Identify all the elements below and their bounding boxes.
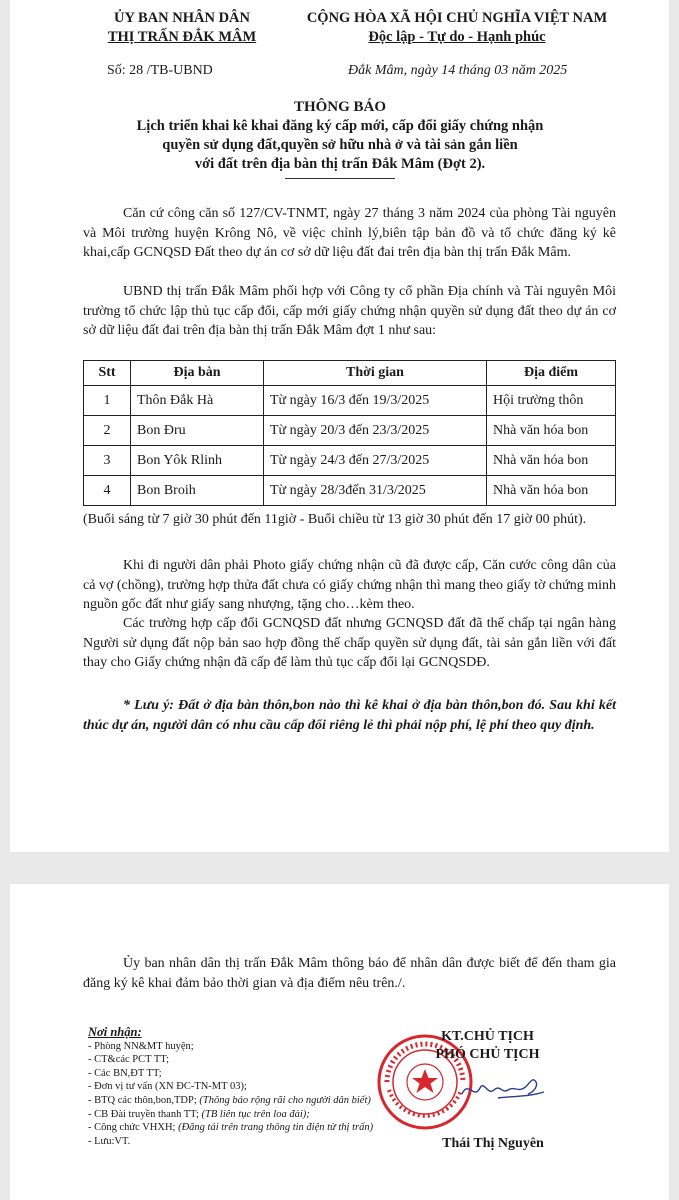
handwritten-signature-icon — [458, 1070, 548, 1106]
schedule-table — [83, 360, 616, 506]
row-venue: Hội trường thôn — [487, 386, 616, 416]
nation-motto: Độc lập - Tự do - Hạnh phúc — [368, 29, 546, 45]
row-time: Từ ngày 16/3 đến 19/3/2025 — [264, 386, 487, 416]
row-time: Từ ngày 28/3đến 31/3/2025 — [264, 476, 487, 506]
paragraph-documents: Khi đi người dân phải Photo giấy chứng nhận cũ đã được cấp, Căn cước công dân của cả vợ (chồng), trường hợp thửa đất chưa có giấy chứng nhận thì mang theo giấy tờ chứng minh nguồn gốc đất như giấy sang nhượng, tặng cho…kèm theo. — [83, 558, 616, 613]
nation-name: CỘNG HÒA XÃ HỘI CHỦ NGHĨA VIỆT NAM — [306, 10, 608, 26]
recipient-note: (Đăng tải trên trang thông tin điện tử thị trấn) — [178, 1122, 374, 1134]
header-stt: Stt — [84, 361, 131, 386]
table-row — [84, 416, 616, 446]
paragraph-coordination: UBND thị trấn Đắk Mâm phối hợp với Công ty cổ phần Địa chính và Tài nguyên Môi trường tổ chức lập thủ tục cấp đổi, cấp mới giấy chứng nhận quyền sử dụng đất theo dự án cơ sở dữ liệu đất đai trên địa bàn thị trấn Đắk Mâm đợt 1 như sau: — [83, 284, 616, 339]
row-time: Từ ngày 20/3 đến 23/3/2025 — [264, 416, 487, 446]
table-row — [84, 476, 616, 506]
row-time: Từ ngày 24/3 đến 27/3/2025 — [264, 446, 487, 476]
recipients-list — [88, 1040, 378, 1149]
signature-line-2: PHÓ CHỦ TỊCH — [435, 1047, 540, 1062]
recipient-item — [88, 1135, 378, 1149]
recipient-item — [88, 1053, 378, 1067]
signature-line-1: KT.CHỦ TỊCH — [441, 1029, 534, 1044]
paragraph-legal-basis: Căn cứ công căn số 127/CV-TNMT, ngày 27 tháng 3 năm 2024 của phòng Tài nguyên và Môi trường huyện Krông Nô, về việc chỉnh lý,biên tập bản đồ và tổ chức đăng ký kê khai,cấp GCNQSD Đất theo dự án cơ sở dữ liệu đất đai trên địa bàn thị trấn Đắk Mâm. — [83, 206, 616, 261]
recipient-text: - Công chức VHXH; — [88, 1122, 179, 1134]
agency-header — [82, 9, 282, 47]
row-location: Bon Đru — [131, 416, 264, 446]
place-date: Đắk Mâm, ngày 14 tháng 03 năm 2025 — [348, 63, 568, 78]
row-venue: Nhà văn hóa bon — [487, 446, 616, 476]
document-page-2 — [10, 884, 669, 1200]
recipient-note: (TB liên tục trên loa đài); — [201, 1108, 310, 1120]
recipients-heading: Nơi nhận: — [88, 1025, 142, 1039]
title-divider — [285, 178, 395, 179]
note-paragraph: * Lưu ý: Đất ở địa bàn thôn,bon nào thì kê khai ở địa bàn thôn,bon đó. Sau khi kết thúc dự án, người dân có nhu cầu cấp đổi riêng lẻ thì phải nộp phí, lệ phí theo quy định. — [83, 698, 616, 733]
recipient-text: - Phòng NN&MT huyện; — [88, 1040, 194, 1052]
row-location: Thôn Đắk Hà — [131, 386, 264, 416]
recipient-text: - CT&các PCT TT; — [88, 1054, 169, 1066]
recipient-note: (Thông báo rộng rãi cho người dân biết) — [199, 1094, 371, 1106]
row-location: Bon Yôk Rlinh — [131, 446, 264, 476]
header-location: Địa bàn — [131, 361, 264, 386]
recipient-item — [88, 1067, 378, 1081]
row-venue: Nhà văn hóa bon — [487, 476, 616, 506]
document-page-1 — [10, 0, 669, 852]
recipients-block — [88, 1026, 378, 1148]
title-line-2: quyền sử dụng đất,quyền sở hữu nhà ở và tài sản gắn liền — [162, 137, 518, 153]
working-hours: (Buổi sáng từ 7 giờ 30 phút đến 11giờ - Buổi chiều từ 13 giờ 30 phút đến 17 giờ 00 phút). — [83, 512, 587, 527]
agency-name: ỦY BAN NHÂN DÂN — [113, 10, 250, 26]
recipient-item — [88, 1094, 378, 1108]
title-line-1: Lịch triển khai kê khai đăng ký cấp mới, cấp đổi giấy chứng nhận — [136, 118, 544, 134]
row-stt: 4 — [84, 476, 131, 506]
row-stt: 2 — [84, 416, 131, 446]
title-main: THÔNG BÁO — [293, 99, 387, 115]
recipient-text: - BTQ các thôn,bon,TDP; — [88, 1094, 200, 1106]
row-venue: Nhà văn hóa bon — [487, 416, 616, 446]
recipient-item — [88, 1040, 378, 1054]
header-time: Thời gian — [264, 361, 487, 386]
recipient-text: - Lưu:VT. — [88, 1135, 131, 1147]
title-line-3: với đất trên địa bàn thị trấn Đắk Mâm (Đợt 2). — [194, 156, 486, 172]
national-header — [272, 9, 642, 47]
signer-name: Thái Thị Nguyên — [442, 1136, 544, 1151]
document-number: Số: 28 /TB-UBND — [107, 63, 213, 78]
table-header-row — [84, 361, 616, 386]
table-row — [84, 386, 616, 416]
row-stt: 3 — [84, 446, 131, 476]
table-row — [84, 446, 616, 476]
recipient-item — [88, 1080, 378, 1094]
agency-unit: THỊ TRẤN ĐẮK MÂM — [107, 29, 257, 45]
signature-title — [400, 1028, 575, 1064]
recipient-text: - Đơn vị tư vấn (XN ĐC-TN-MT 03); — [88, 1081, 247, 1093]
recipient-item — [88, 1121, 378, 1135]
paragraph-mortgage: Các trường hợp cấp đổi GCNQSD đất nhưng GCNQSD đất đã thế chấp tại ngân hàng Người sử dụng đất nộp bản sao hợp đồng thế chấp quyền sử dụng đất, tài sản gắn liền với đất thay cho Giấy chứng nhận đã cấp để làm thủ tục cấp đổi lại GCNQSDĐ. — [83, 616, 616, 671]
row-stt: 1 — [84, 386, 131, 416]
row-location: Bon Broih — [131, 476, 264, 506]
recipient-item — [88, 1108, 378, 1122]
document-title — [50, 98, 630, 174]
recipient-text: - Các BN,ĐT TT; — [88, 1067, 162, 1079]
recipient-text: - CB Đài truyền thanh TT; — [88, 1108, 202, 1120]
closing-paragraph: Ủy ban nhân dân thị trấn Đắk Mâm thông báo để nhân dân được biết để đến tham gia đăng ký kê khai đảm bảo thời gian và địa điểm nêu trên./. — [83, 956, 616, 991]
header-venue: Địa điểm — [487, 361, 616, 386]
